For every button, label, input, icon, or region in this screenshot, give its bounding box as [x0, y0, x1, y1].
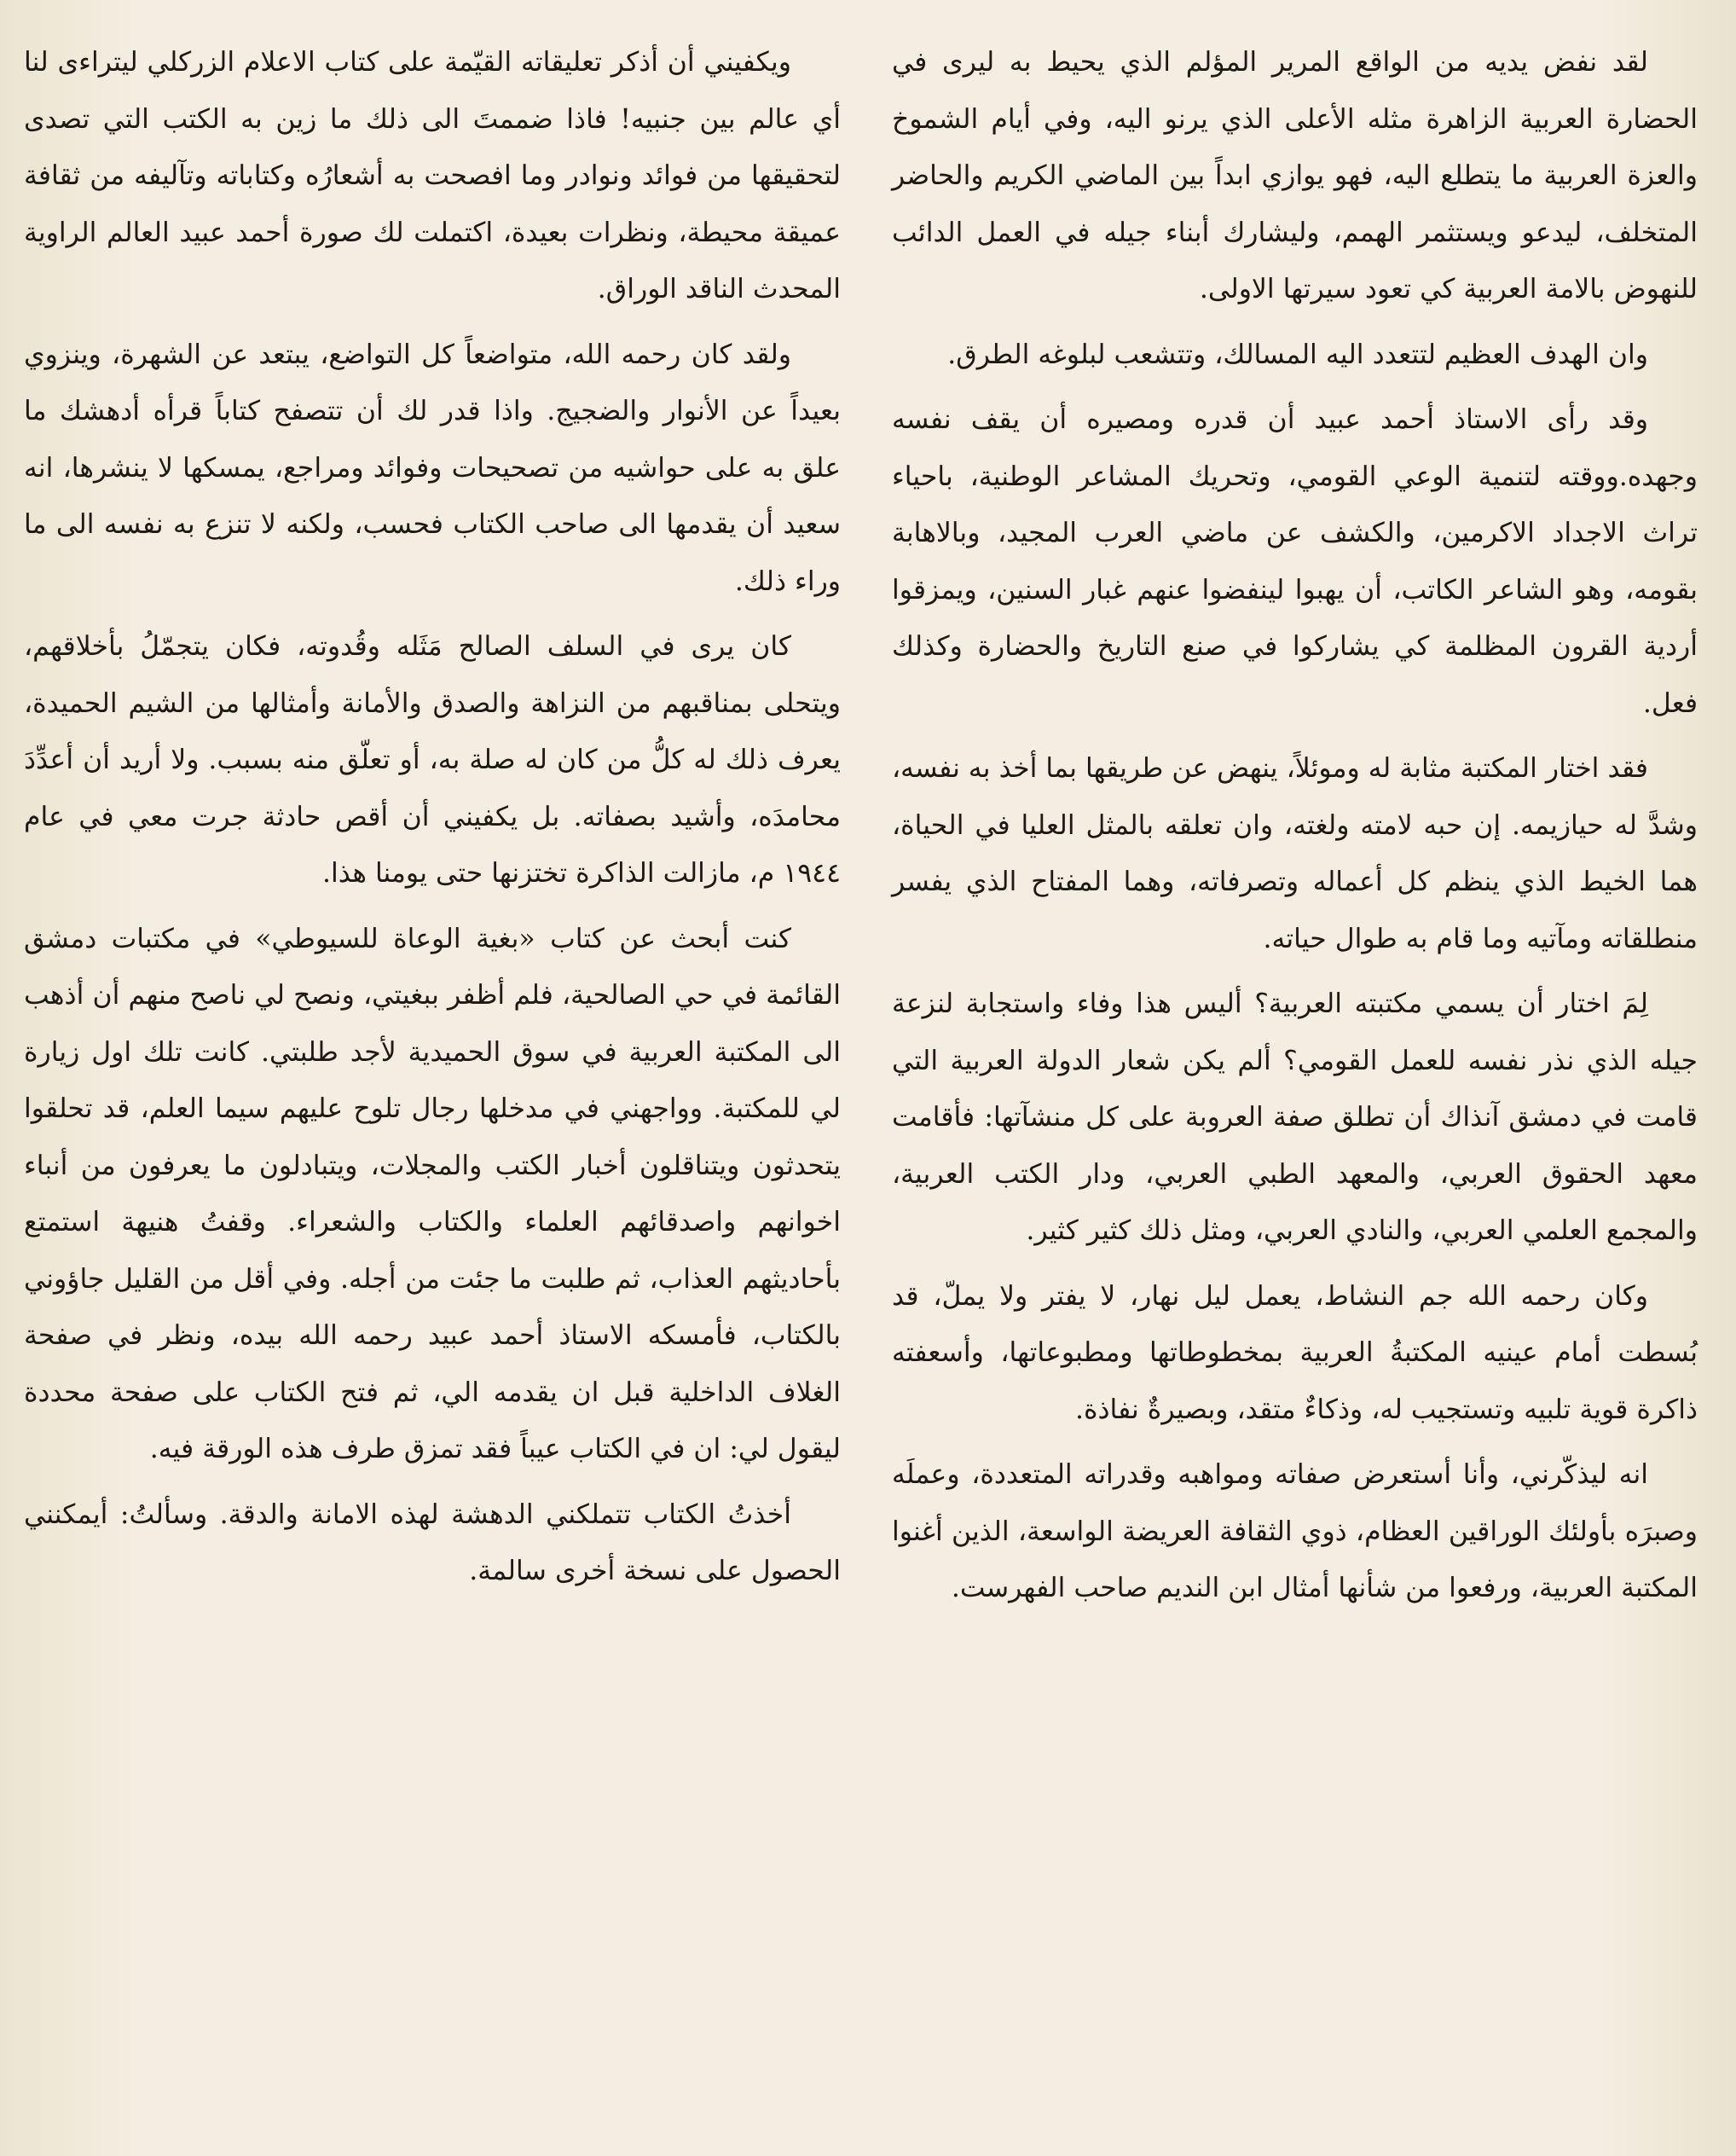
paragraph: كان يرى في السلف الصالح مَثَله وقُدوته، فكان يتجمّلُ بأخلاقهم، ويتحلى بمناقبهم من النزاهة والصدق والأمانة وأمثالها من الشيم الحميدة، يعرف ذلك له كلُّ من كان له صلة به، أو تعلّق منه بسبب. ولا أريد أن أعدِّدَ محامدَه، وأشيد بصفاته. بل يكفيني أن أقص حادثة جرت معي في عام ١٩٤٤ م، مازالت الذاكرة تختزنها حتى يومنا هذا. — [24, 631, 841, 889]
paragraph: ولقد كان رحمه الله، متواضعاً كل التواضع، يبتعد عن الشهرة، وينزوي بعيداً عن الأنوار والضجيج. واذا قدر لك أن تتصفح كتاباً قرأه أدهشك ما علق به على حواشيه من تصحيحات وفوائد ومراجع، يمسكها لا ينشرها، انه سعيد أن يقدمها الى صاحب الكتاب فحسب، ولكنه لا تنزع به نفسه الى ما وراء ذلك. — [24, 339, 841, 597]
paragraph: وان الهدف العظيم لتتعدد اليه المسالك، وتتشعب لبلوغه الطرق. — [947, 339, 1648, 370]
right-text-column — [892, 34, 1698, 1617]
paragraph: وقد رأى الاستاذ أحمد عبيد أن قدره ومصيره أن يقف نفسه وجهده.ووقته لتنمية الوعي القومي، وتحريك المشاعر الوطنية، باحياء تراث الاجداد الاكرمين، والكشف عن ماضي العرب المجيد، وبالاهابة بقومه، وهو الشاعر الكاتب، أن يهبوا لينفضوا عنهم غبار السنين، ويمزقوا أردية القرون المظلمة كي يشاركوا في صنع التاريخ والحضارة وكذلك فعل. — [892, 404, 1698, 719]
left-text-column — [24, 34, 841, 1600]
paragraph: وكان رحمه الله جم النشاط، يعمل ليل نهار، لا يفتر ولا يملّ، قد بُسطت أمام عينيه المكتبةُ العربية بمخطوطاتها ومطبوعاتها، وأسعفته ذاكرة قوية تلبيه وتستجيب له، وذكاءٌ متقد، وبصيرةٌ نفاذة. — [892, 1280, 1698, 1425]
paragraph: ويكفيني أن أذكر تعليقاته القيّمة على كتاب الاعلام الزركلي ليتراءى لنا أي عالم بين جنبيه! فاذا ضممتَ الى ذلك ما زين به الكتب التي تصدى لتحقيقها من فوائد ونوادر وما افصحت به أشعارُه وكتاباته وتآليفه من ثقافة عميقة محيطة، ونظرات بعيدة، اكتملت لك صورة أحمد عبيد العالم الراوية المحدث الناقد الوراق. — [24, 47, 841, 304]
paragraph: لقد نفض يديه من الواقع المرير المؤلم الذي يحيط به ليرى في الحضارة العربية الزاهرة مثله الأعلى الذي يرنو اليه، وفي أيام الشموخ والعزة العربية ما يتطلع اليه، فهو يوازي ابداً بين الماضي الكريم والحاضر المتخلف، ليدعو ويستثمر الهمم، وليشارك أبناء جيله في العمل الدائب للنهوض بالامة العربية كي تعود سيرتها الاولى. — [892, 47, 1698, 304]
column-gutter — [863, 34, 864, 2115]
paragraph: أخذتُ الكتاب تتملكني الدهشة لهذه الامانة والدقة. وسألتُ: أيمكنني الحصول على نسخة أخرى سالمة. — [24, 1498, 841, 1586]
paragraph: فقد اختار المكتبة مثابة له وموئلاً، ينهض عن طريقها بما أخذ به نفسه، وشدَّ له حيازيمه. إن حبه لامته ولغته، وان تعلقه بالمثل العليا في الحياة، هما الخيط الذي ينظم كل أعماله وتصرفاته، وهما المفتاح الذي يفسر منطلقاته ومآتيه وما قام به طوال حياته. — [892, 753, 1698, 954]
paragraph: كنت أبحث عن كتاب «بغية الوعاة للسيوطي» في مكتبات دمشق القائمة في حي الصالحية، فلم أظفر ببغيتي، ونصح لي ناصح منهم أن أذهب الى المكتبة العربية في سوق الحميدية لأجد طلبتي. كانت تلك اول زيارة لي للمكتبة. وواجهني في مدخلها رجال تلوح عليهم سيما العلم، قد تحلقوا يتحدثون ويتناقلون أخبار الكتب والمجلات، ويتبادلون ما يعرفون من أنباء اخوانهم واصدقائهم العلماء والكتاب والشعراء. وقفتُ هنيهة استمتع بأحاديثهم العذاب، ثم طلبت ما جئت من أجله. وفي أقل من القليل جاؤوني بالكتاب، فأمسكه الاستاذ أحمد عبيد رحمه الله بيده، ونظر في صفحة الغلاف الداخلية قبل ان يقدمه الي، ثم فتح الكتاب على صفحة محددة ليقول لي: ان في الكتاب عيباً فقد تمزق طرف هذه الورقة فيه. — [24, 923, 841, 1464]
paragraph: انه ليذكّرني، وأنا أستعرض صفاته ومواهبه وقدراته المتعددة، وعملَه وصبرَه بأولئك الوراقين العظام، ذوي الثقافة العريضة الواسعة، الذين أغنوا المكتبة العربية، ورفعوا من شأنها أمثال ابن النديم صاحب الفهرست. — [892, 1459, 1698, 1603]
paragraph: لِمَ اختار أن يسمي مكتبته العربية؟ أليس هذا وفاء واستجابة لنزعة جيله الذي نذر نفسه للعمل القومي؟ ألم يكن شعار الدولة العربية التي قامت في دمشق آنذاك أن تطلق صفة العروبة على كل منشآتها: فأقامت معهد الحقوق العربي، والمعهد الطبي العربي، ودار الكتب العربية، والمجمع العلمي العربي، والنادي العربي، ومثل ذلك كثير كثير. — [892, 988, 1698, 1246]
